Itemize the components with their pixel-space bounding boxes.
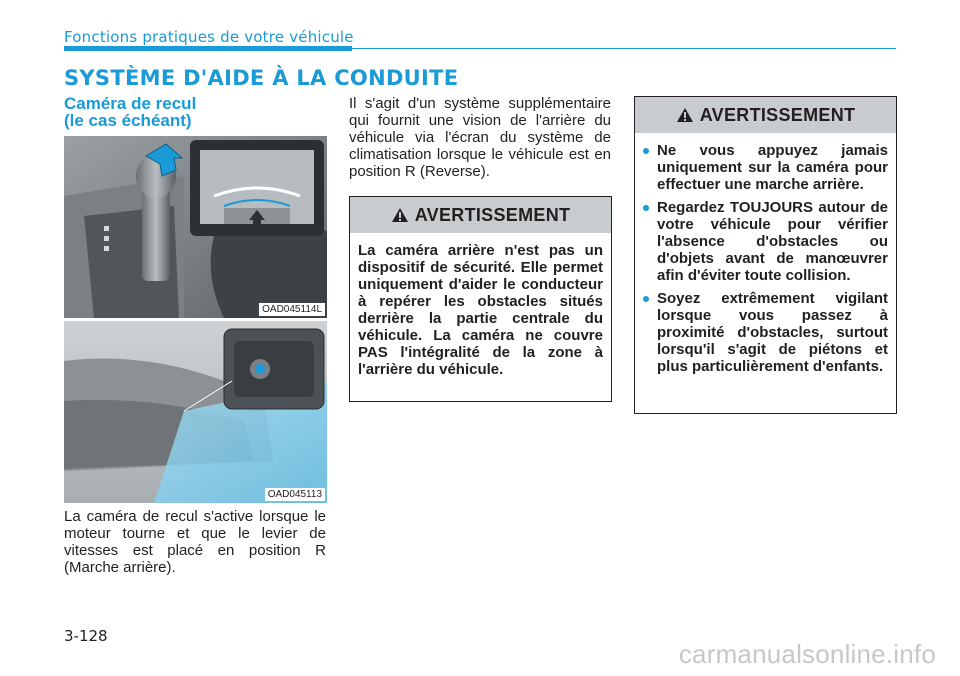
chapter-title: SYSTÈME D'AIDE À LA CONDUITE bbox=[64, 66, 459, 90]
intro-paragraph: La caméra de recul s'active lorsque le moteur tourne et que le levier de vitesses est placé en position R (Marche arrière). bbox=[64, 508, 326, 576]
warning-header bbox=[350, 197, 611, 233]
header-rule bbox=[64, 46, 352, 51]
page-number: 3-128 bbox=[64, 627, 108, 645]
warning-text: La caméra arrière n'est pas un dispositif de sécurité. Elle permet uniquement d'aider le conducteur à repérer les obstacles situés derrière la partie centrale du véhicule. La caméra ne couvre PAS l'intégralité de la zone à l'arrière du véhicule. bbox=[358, 242, 603, 378]
figure-code: OAD045113 bbox=[265, 488, 325, 501]
warning-list-item-text: Regardez TOUJOURS autour de votre véhicule pour vérifier l'absence d'obstacles ou d'objets avant de manœuvrer afin d'éviter toute collision. bbox=[657, 199, 888, 284]
warning-list-item bbox=[643, 199, 888, 284]
bullet-icon bbox=[643, 148, 649, 154]
bullet-icon bbox=[643, 205, 649, 211]
warning-header bbox=[635, 97, 896, 133]
warning-box bbox=[349, 196, 612, 402]
subsection-title-line1: Caméra de recul bbox=[64, 94, 197, 113]
subsection-title bbox=[64, 95, 326, 129]
warning-box bbox=[634, 96, 897, 414]
warning-list-item-text: Ne vous appuyez jamais uniquement sur la caméra pour effectuer une marche arrière. bbox=[657, 142, 888, 193]
warning-triangle-icon bbox=[676, 107, 694, 123]
figure-rear-camera bbox=[64, 321, 327, 503]
warning-title: AVERTISSEMENT bbox=[414, 204, 571, 225]
header-rule-thin bbox=[352, 48, 896, 49]
warning-list-item bbox=[643, 290, 888, 375]
figure-gear-shift bbox=[64, 136, 327, 318]
warning-list-item-text: Soyez extrêmement vigilant lorsque vous passez à proximité d'obstacles, surtout lorsqu'il s'agit de piétons et plus particulièrement d'enfants. bbox=[657, 290, 888, 375]
gear-shift-rear-camera-display-illustration bbox=[64, 136, 327, 318]
warning-list bbox=[635, 133, 896, 375]
watermark: carmanualsonline.info bbox=[678, 639, 936, 669]
warning-list-item bbox=[643, 142, 888, 193]
warning-title: AVERTISSEMENT bbox=[699, 104, 856, 125]
subsection-title-line2: (le cas échéant) bbox=[64, 111, 192, 130]
section-header: Fonctions pratiques de votre véhicule bbox=[64, 28, 354, 46]
rear-bumper-camera-illustration bbox=[64, 321, 327, 503]
warning-triangle-icon bbox=[391, 207, 409, 223]
bullet-icon bbox=[643, 296, 649, 302]
figure-code: OAD045114L bbox=[259, 303, 325, 316]
description-paragraph: Il s'agit d'un système supplémentaire qui fournit une vision de l'arrière du véhicule via l'écran du système de climatisation lorsque le véhicule est en position R (Reverse). bbox=[349, 95, 611, 180]
